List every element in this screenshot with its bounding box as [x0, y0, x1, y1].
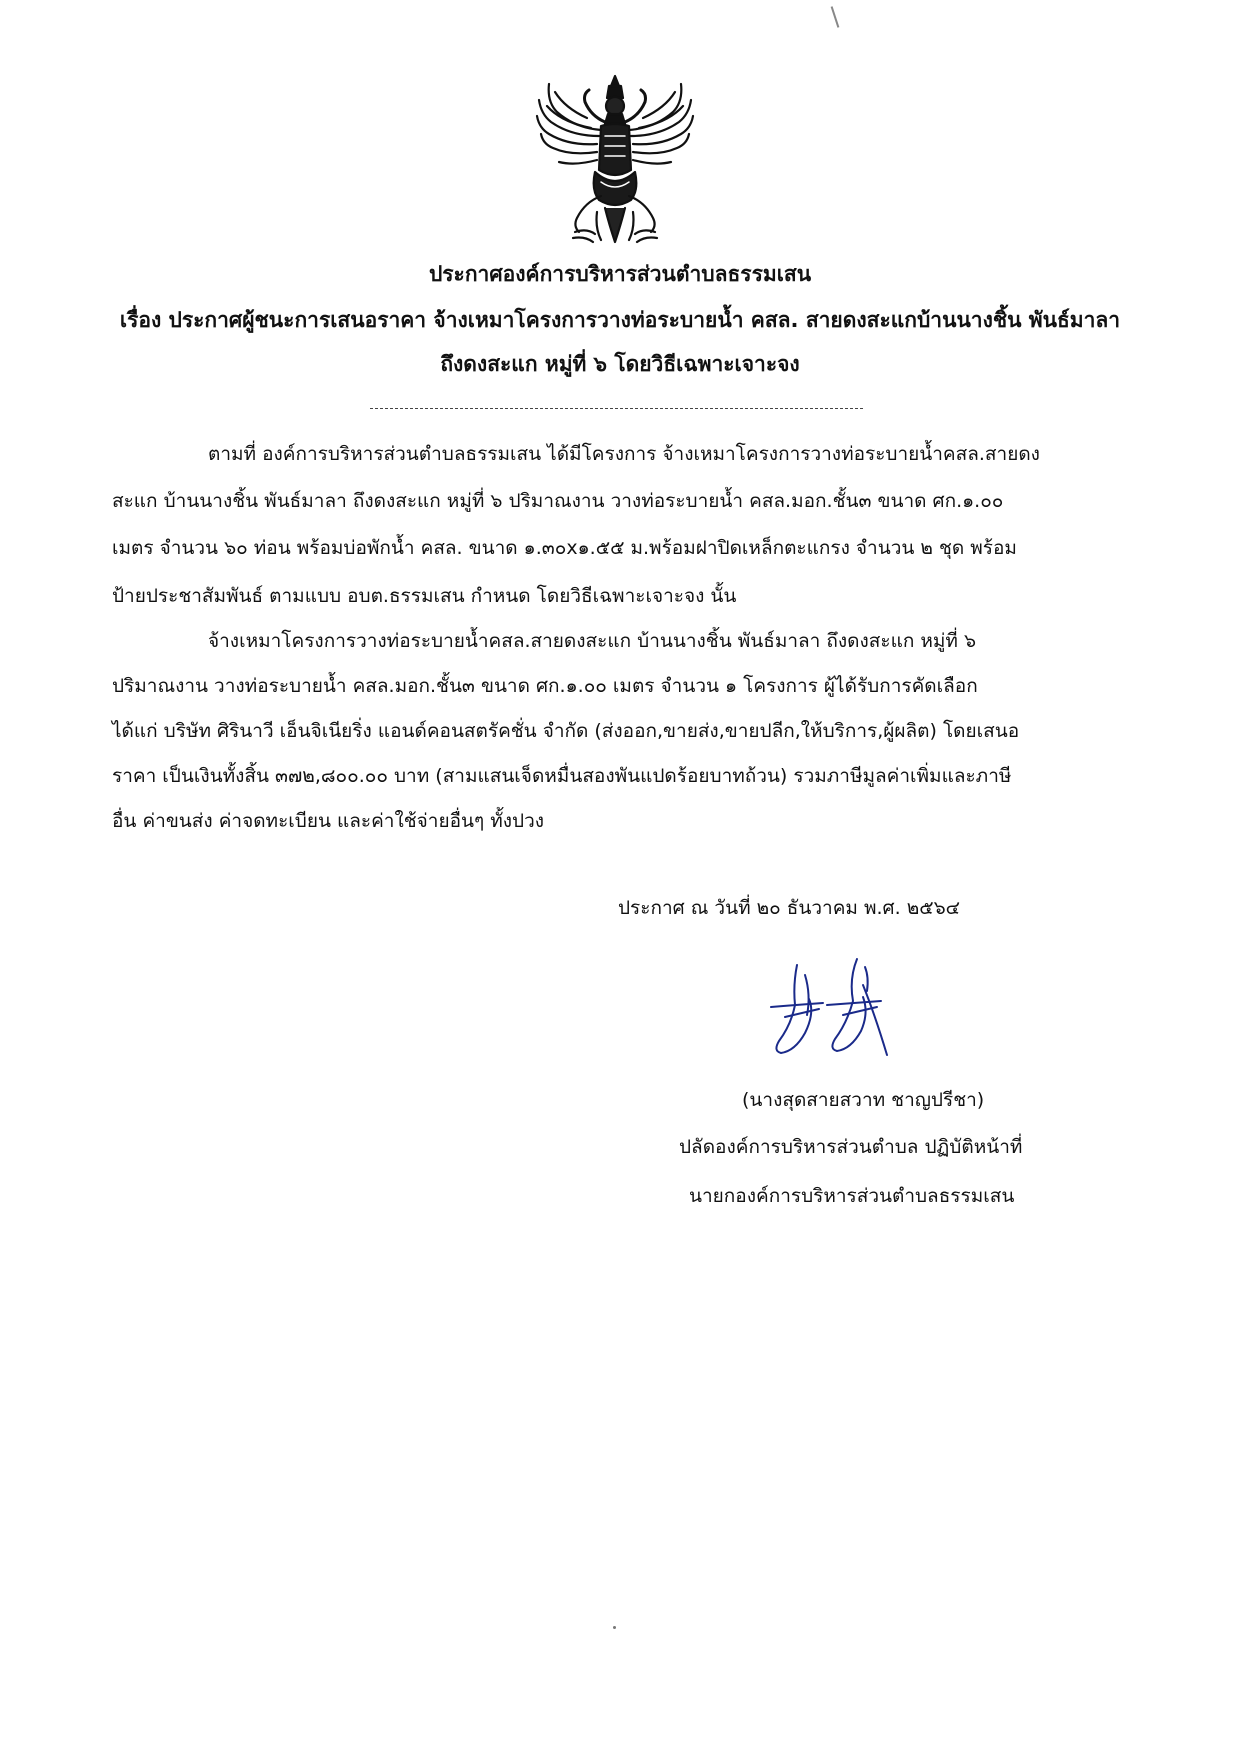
paragraph-2-line-5: อื่น ค่าขนส่ง ค่าจดทะเบียน และค่าใช้จ่ายอื่นๆ ทั้งปวง — [112, 810, 545, 832]
header-divider — [370, 408, 863, 409]
handwritten-signature — [765, 955, 955, 1065]
paragraph-2-line-1: จ้างเหมาโครงการวางท่อระบายน้ำคสล.สายดงสะแก บ้านนางชิ้น พันธ์มาลา ถึงดงสะแก หมู่ที่ ๖ — [208, 630, 977, 652]
scan-dot — [613, 1626, 616, 1629]
announcement-title: ประกาศองค์การบริหารส่วนตำบลธรรมเสน — [428, 262, 812, 286]
subject-line-1: เรื่อง ประกาศผู้ชนะการเสนอราคา จ้างเหมาโครงการวางท่อระบายน้ำ คสล. สายดงสะแกบ้านนางชิ้น พันธ์มาลา — [119, 308, 1121, 332]
scan-mark — [831, 6, 840, 28]
subject-line-2: ถึงดงสะแก หมู่ที่ ๖ โดยวิธีเฉพาะเจาะจง — [440, 352, 800, 376]
garuda-emblem-icon — [535, 72, 695, 248]
announce-date: ประกาศ ณ วันที่ ๒๐ ธันวาคม พ.ศ. ๒๕๖๔ — [618, 897, 961, 919]
signatory-position-1: ปลัดองค์การบริหารส่วนตำบล ปฏิบัติหน้าที่ — [679, 1136, 1023, 1158]
paragraph-2-line-2: ปริมาณงาน วางท่อระบายน้ำ คสล.มอก.ชั้น๓ ขนาด ศก.๑.๐๐ เมตร จำนวน ๑ โครงการ ผู้ได้รับการคัดเลือก — [112, 675, 978, 697]
paragraph-2-line-3: ได้แก่ บริษัท ศิรินาวี เอ็นจิเนียริ่ง แอนด์คอนสตรัคชั่น จำกัด (ส่งออก,ขายส่ง,ขายปลีก,ให้บริการ,ผู้ผลิต) โดยเสนอ — [112, 720, 1020, 742]
paragraph-1-line-4: ป้ายประชาสัมพันธ์ ตามแบบ อบต.ธรรมเสน กำหนด โดยวิธีเฉพาะเจาะจง นั้น — [112, 585, 737, 607]
paragraph-1-line-1: ตามที่ องค์การบริหารส่วนตำบลธรรมเสน ได้มีโครงการ จ้างเหมาโครงการวางท่อระบายน้ำคสล.สายดง — [208, 443, 1040, 465]
paragraph-2-line-4: ราคา เป็นเงินทั้งสิ้น ๓๗๒,๘๐๐.๐๐ บาท (สามแสนเจ็ดหมื่นสองพันแปดร้อยบาทถ้วน) รวมภาษีมูลค่าเพิ่มและภาษี — [112, 765, 1012, 787]
signatory-position-2: นายกองค์การบริหารส่วนตำบลธรรมเสน — [689, 1185, 1015, 1207]
paragraph-1-line-3: เมตร จำนวน ๖๐ ท่อน พร้อมบ่อพักน้ำ คสล. ขนาด ๑.๓๐x๑.๕๕ ม.พร้อมฝาปิดเหล็กตะแกรง จำนวน ๒ ชุด พร้อม — [112, 537, 1017, 559]
paragraph-1-line-2: สะแก บ้านนางชิ้น พันธ์มาลา ถึงดงสะแก หมู่ที่ ๖ ปริมาณงาน วางท่อระบายน้ำ คสล.มอก.ชั้น๓ ขนาด ศก.๑.๐๐ — [112, 490, 1004, 512]
signatory-name: (นางสุดสายสวาท ชาญปรีชา) — [742, 1089, 985, 1111]
